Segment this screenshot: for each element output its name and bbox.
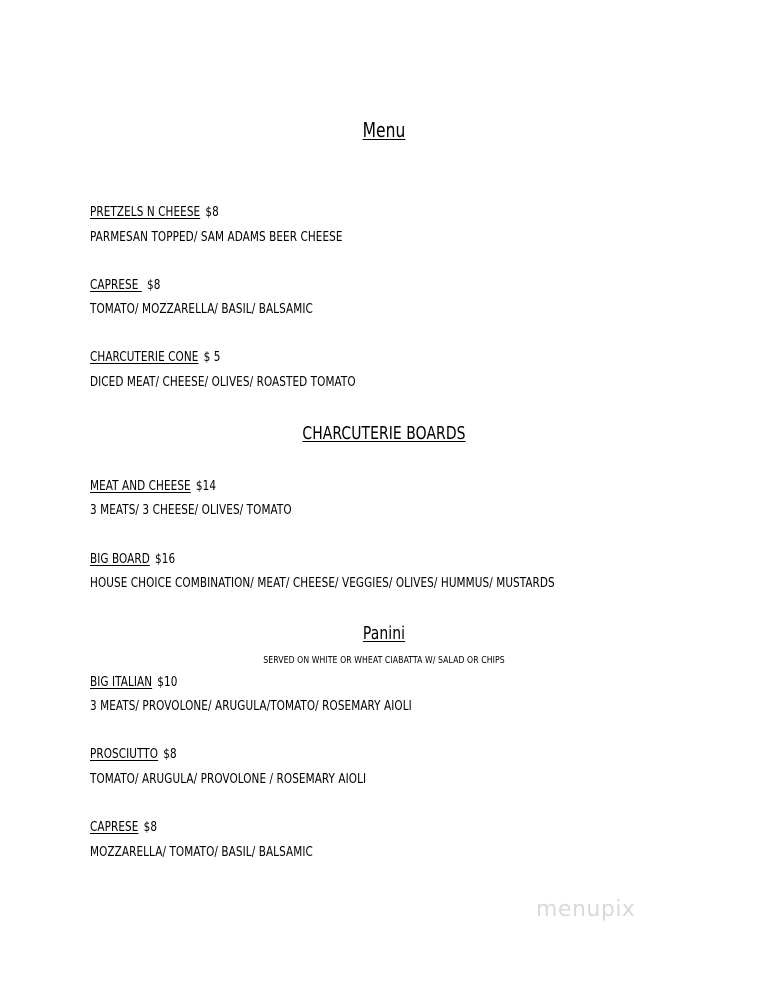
menu-item-charcuterie-cone (90, 349, 220, 365)
item-price: $8 (163, 746, 177, 762)
item-price: $8 (146, 277, 161, 293)
item-name: MEAT AND CHEESE (90, 478, 191, 494)
watermark-logo: menupix (536, 897, 636, 922)
item-price: $8 (205, 204, 219, 220)
item-name: BIG ITALIAN (90, 674, 153, 690)
menu-item-caprese-panini (90, 819, 157, 835)
item-price: $ 5 (203, 349, 221, 365)
item-description: HOUSE CHOICE COMBINATION/ MEAT/ CHEESE/ VEGGIES/ OLIVES/ HUMMUS/ MUSTARDS (90, 575, 555, 591)
item-name: CAPRESE (90, 819, 139, 835)
item-description: 3 MEATS/ 3 CHEESE/ OLIVES/ TOMATO (90, 502, 292, 518)
item-description: PARMESAN TOPPED/ SAM ADAMS BEER CHEESE (90, 229, 343, 245)
section-heading-panini: Panini (362, 623, 406, 644)
item-name: CHARCUTERIE CONE (90, 349, 199, 365)
item-price: $16 (155, 551, 176, 567)
item-description: TOMATO/ ARUGULA/ PROVOLONE / ROSEMARY AIOLI (90, 771, 367, 787)
item-description: MOZZARELLA/ TOMATO/ BASIL/ BALSAMIC (90, 844, 313, 860)
menu-item-prosciutto (90, 746, 177, 762)
item-price: $10 (157, 674, 178, 690)
menu-item-big-italian (90, 674, 178, 690)
section-note: SERVED ON WHITE OR WHEAT CIABATTA W/ SALAD OR CHIPS (263, 655, 505, 666)
menu-item-pretzels (90, 204, 219, 220)
section-heading-charcuterie: CHARCUTERIE BOARDS (302, 423, 466, 444)
item-name: BIG BOARD (90, 551, 150, 567)
item-description: 3 MEATS/ PROVOLONE/ ARUGULA/TOMATO/ ROSEMARY AIOLI (90, 698, 412, 714)
item-description: DICED MEAT/ CHEESE/ OLIVES/ ROASTED TOMATO (90, 374, 356, 390)
page-title: Menu (362, 118, 406, 142)
item-price: $8 (143, 819, 158, 835)
item-price: $14 (195, 478, 217, 494)
menu-item-big-board (90, 551, 175, 567)
item-description: TOMATO/ MOZZARELLA/ BASIL/ BALSAMIC (90, 301, 313, 317)
menu-item-caprese (90, 277, 160, 293)
item-name: PRETZELS N CHEESE (90, 204, 201, 220)
menu-item-meat-and-cheese (90, 478, 216, 494)
item-name: PROSCIUTTO (90, 746, 159, 762)
item-name: CAPRESE (90, 277, 142, 293)
